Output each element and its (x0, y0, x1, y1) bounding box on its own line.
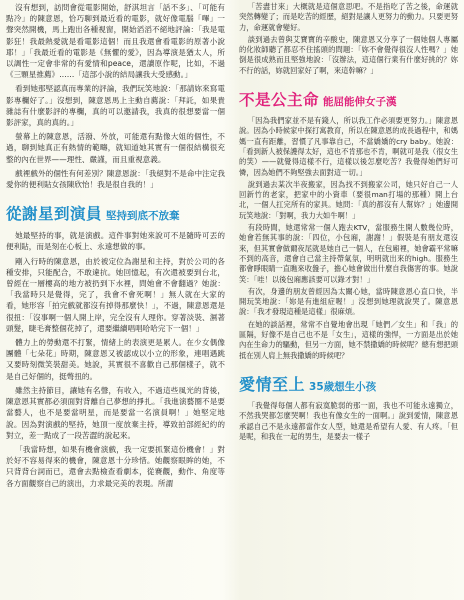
paragraph: 她最堅持的事，就是演戲。這件事對她來說可不是隨時可丟的便利貼，而是刻在心板上、永遠想做的事。 (6, 231, 225, 252)
paragraph: 螢幕上的陳意恩，活潑、外放，可能還有點像大姐的個性，不過，聊到她真正有熱情的範疇，就知道她其實有一個很結構很充整的內在世界——理性、嚴謹，而且重視意義。 (6, 132, 225, 164)
paragraph: 有次，身邊的朋友曾經因為太關心她，當時陳意恩心直口快，半開玩笑地說：「妳是有進組症喔！」沒想到她理就說哭了。陳意恩說：「我才發現這種是這樣」很麻煩。 (239, 286, 458, 317)
paragraph: 沒有想到，訪問會從電影開始，舒淇坦言「話不多」、「可能有點冷」的陳意恩，恰巧聊到最近看的電影，就好像電腦「嗶」一聲突然開機，馬上跑出各種視窗，開始滔滔不絕地評論：「我是電影狂！我最熱愛就是看電影這個！而且我還會看電影的原著小說耶！」「我最近看的電影是《無懼的愛》，因為導演是猶太人，所以調性一定會非常的有愛情和peace，還讀原作呢，比如，不過《三顆星推薦》……「這部小說的結局讓我大受感動。」 (6, 3, 225, 80)
left-column (6, 2, 225, 492)
paragraph: 「我覺得每個人都有寂寞脆弱的那一面，我也不可能永遠獨立，不然我哭都怎麼哭啊！我也有像女生的一面啊。」說到愛情，陳意恩承認自己不是永遠都當作女人型，她還是希望有人愛、有人疼。「但是呢，和我在一起的男生，是要去一樣子 (239, 400, 458, 441)
paragraph: 剛入行時的陳意恩，由於被定位為謝星和主持，對於公司的各種安排，只能配合，不敢違抗。她回憶起，有次還被要到台北，曾經在一層樓高的地方被扔到下水裡，問她會不會翻過？她說：「我當時只是覺得，完了，我會不會死啊！」無人就在大家的看，她形容「拍完戲就都沒有掉得那麼快！」，不過，陳意恩還是很扭：「沒事啊一個人開上岸，完全沒有人理你。穿著淡裝、濕著頭髮，睫毛膏整個花掉了，還要繼續唱唱哈哈完下一個！」 (6, 256, 225, 333)
heading-sub: 堅持到底不放棄 (106, 210, 180, 223)
section-heading-love (239, 368, 458, 396)
heading-main: 愛情至上 (239, 374, 306, 394)
heading-sub: 能屈能伸女子漢 (323, 96, 397, 109)
paragraph: 「我當時想，如果有機會演戲，我一定要抓緊這份機會！」對於好不容易得來的機會，陳意恩十分珍惜。她觀察眼眸的她，不只背背台詞而已，還會去點檢查看劇本，從賽觀，動作、角度等各方面觀察自己的演出，力求最完美的表現。所謂 (6, 444, 225, 488)
paragraph: 雖然主持節目，讓她有名聲，有收入，不過這些風光的背後，陳意恩其實都必須面對背離自己夢想的掙扎。「我進演藝圈不是要當藝人，也不是要當明星，而是要當一名演員啊！」她堅定地說。因為對演戲的堅持，她頂一度放棄主持，導致拍部經紀約的對立，差一點成了一段苦澀的說起來。 (6, 385, 225, 440)
section-heading-not-princess (239, 83, 458, 111)
section-heading-from-star-to-actor (6, 197, 225, 225)
paragraph: 在她的談話裡，常常不自覺地會出現「她們／女生」和「我」的區隔，好像不是自己也不是「女生」，這樣的強悍，一方面是出於她內在生命力的驅動，但另一方面，她不禁撒嬌的時候呢？總有想把頭抵在別人肩上無我撒嬌的時候吧？ (239, 319, 458, 360)
paragraph: 「因為我們家並不是有錢人，所以我工作必須要更努力。」陳意恩說。因為小時候家中探打寓教育，所以在陳意恩的成長過程中，和媽媽一直有距離，習慣了凡事靠自己，不當嬌嬌的cry baby。她說：「看到新人被保護得太好，這也不肯那也不肯，啊就可是我（很女生的笑）——就覺得這樣不行，這樣以後怎麼吃苦？我覺得她們好可憐，因為她們不夠堅強去面對這一切。」 (239, 116, 458, 177)
heading-main: 不是公主命 (239, 91, 320, 110)
paragraph: 有段時間，她還常常一個人跑去KTV，當服務生開人數幾位時，她會若無其事的說：「四位，小包廂，謝謝！」假裝是有朋友還沒來，但其實會做爾夜尾就是她自己一個人，在包廂裡，她會霸平常嘛不到的高音，還會自己當主持帶氣氛，明明就出來的high。服務生都會睜眼睛一直瞧來收盤子，擔心她會做出什麼自我傷害的事。她說笑：「哇！以後包廂應該要可以錄才對！」 (239, 223, 458, 284)
paragraph: 體力上的勞動還不打緊，情緒上的表演更是累人。在少女偶像團體「七朵花」時期，陳意恩又被認成以小立的形象，連唱遇跳又要時刻微笑裝甜美。她說，其實很不喜歡自己那個樣子，就不是自己好個的，挺彆扭的。 (6, 338, 225, 381)
paragraph: 談到過去曾與艾寶寶的辛酸史，陳意恩又分享了一個她個人專屬的化妝師聽了都忍不住搖頭的問題：「妳不會覺得很沒人性嗎？」她倒是很成熟而且堅強地說：「沒辦法，這這個行業有什麼好挑的？妳不行的話，妳就回家好了啊，來這幹嘛？」 (239, 34, 458, 75)
heading-main: 從謝星到演員 (6, 205, 103, 224)
paragraph: 說到過去某次半夜搬家，因為找不到搬家公司，她只好自己一人回新竹的老家，把家中的小資車（要很man打場的那種）開上台北，一個人扛完所有的家具。她問：「真的都沒有人幫妳？」她邊開玩笑地說：「對啊，我力大如牛啊！」 (239, 179, 458, 220)
right-column (239, 2, 458, 444)
paragraph: 戲裡戲外的個性有何差別？陳意恩說：「我絕對不是命中注定我愛你的便利貼女孩陳欣怡！我是很自我的！」 (6, 168, 225, 190)
heading-sub: 35歲想生小孩 (309, 380, 377, 393)
paragraph: 「苦盡甘來」大概就是這個意思吧。不是指吃了苦之後，命運就突然轉變了；而是吃苦的經歷，絕對是讓人更努力的動力。只要更努力，命運就會變好。 (239, 2, 458, 32)
paragraph: 看到她那堅認真而專業的評論，我們玩笑地說：「那請妳來寫電影專欄好了。」沒想到，陳意恩馬上主動自薦說：「拜託，如果貴雜誌有什麼影評的專欄，真的可以邀請我，我真的很想要當一個影評家，真的真的。」 (6, 84, 225, 128)
